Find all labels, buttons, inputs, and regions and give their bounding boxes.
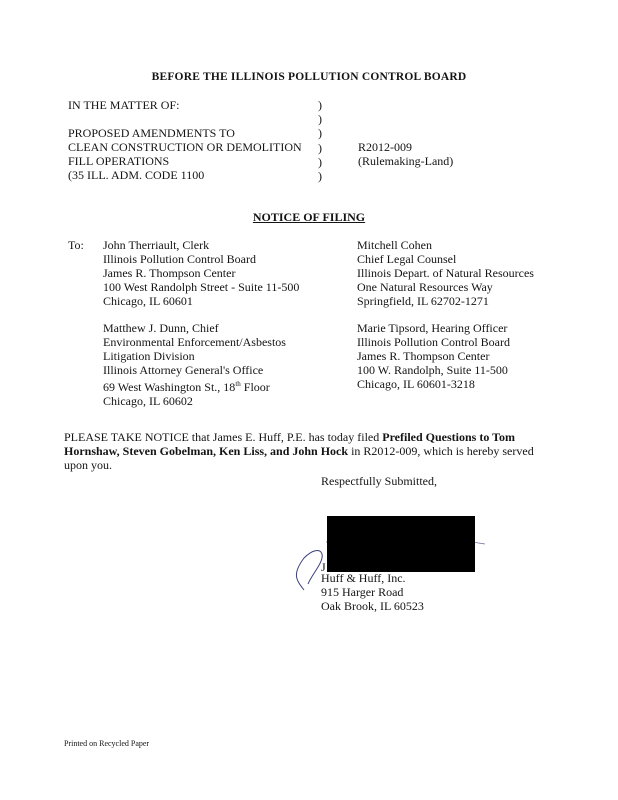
floor-street: 69 West Washington St., 18 [103, 380, 236, 394]
docket-number: R2012-009 [358, 140, 412, 154]
paren: ) [318, 140, 322, 155]
recipient-block-1 [103, 238, 299, 308]
notice-paragraph [64, 430, 544, 472]
recipient-line: Illinois Pollution Control Board [357, 335, 511, 349]
signature-initial: J [321, 560, 326, 574]
footer-note: Printed on Recycled Paper [64, 739, 150, 748]
recipient-line: John Therriault, Clerk [103, 238, 210, 252]
matter-line: CLEAN CONSTRUCTION OR DEMOLITION [68, 140, 302, 154]
recipient-line: Environmental Enforcement/Asbestos [103, 335, 286, 349]
redaction-block [327, 516, 475, 572]
notice-text-start: PLEASE TAKE NOTICE that James E. Huff, P.E. has today filed [64, 430, 383, 444]
signer-block [321, 571, 424, 613]
floor-suffix: th [235, 380, 241, 388]
recipient-block-4 [357, 321, 510, 391]
signer-line: 915 Harger Road [321, 585, 404, 599]
recipient-line: Chicago, IL 60601-3218 [357, 377, 475, 391]
matter-caption [68, 126, 302, 182]
recipient-line: Matthew J. Dunn, Chief [103, 321, 219, 335]
recipient-line: James R. Thompson Center [103, 266, 236, 280]
recipient-line: Chicago, IL 60601 [103, 294, 193, 308]
recipient-line: Springfield, IL 62702-1271 [357, 294, 489, 308]
recipient-line [103, 377, 286, 394]
recipient-block-2 [357, 238, 534, 308]
recipient-line: Illinois Depart. of Natural Resources [357, 266, 534, 280]
paren: ) [318, 98, 322, 112]
recipient-line: 100 W. Randolph, Suite 11-500 [357, 363, 508, 377]
closing-text: Respectfully Submitted, [321, 474, 437, 488]
notice-text-end: in R2012-009, which is hereby served upon you. [64, 444, 534, 472]
recipient-line: Marie Tipsord, Hearing Officer [357, 321, 508, 335]
recipient-line: Litigation Division [103, 349, 195, 363]
recipient-line: 100 West Randolph Street - Suite 11-500 [103, 280, 300, 294]
recipient-line: One Natural Resources Way [357, 280, 493, 294]
floor-word: Floor [240, 380, 270, 394]
caption-parens [318, 98, 322, 183]
recipient-line: Chief Legal Counsel [357, 252, 457, 266]
in-the-matter-label: IN THE MATTER OF: [68, 98, 180, 112]
paren: ) [318, 154, 322, 169]
recipient-line: Illinois Attorney General's Office [103, 363, 264, 377]
signature-stroke [296, 551, 322, 590]
recipient-line: James R. Thompson Center [357, 349, 490, 363]
recipient-block-3 [103, 321, 286, 408]
matter-line: (35 ILL. ADM. CODE 1100 [68, 168, 205, 182]
to-label: To: [68, 238, 84, 252]
recipient-line: Illinois Pollution Control Board [103, 252, 257, 266]
signer-line: Huff & Huff, Inc. [321, 571, 406, 585]
matter-line: FILL OPERATIONS [68, 154, 170, 168]
signer-line: Oak Brook, IL 60523 [321, 599, 424, 613]
recipient-line: Mitchell Cohen [357, 238, 432, 252]
paren: ) [318, 112, 322, 127]
recipient-line: Chicago, IL 60602 [103, 394, 193, 408]
paren: ) [318, 126, 322, 141]
notice-text-bold: Prefiled Questions to Tom Hornshaw, Steven Gobelman, Ken Liss, and John Hock [64, 430, 516, 458]
notice-heading: NOTICE OF FILING [252, 210, 366, 224]
document-title: BEFORE THE ILLINOIS POLLUTION CONTROL BOARD [151, 71, 467, 83]
docket-type: (Rulemaking-Land) [358, 154, 454, 168]
paren: ) [318, 169, 322, 184]
matter-line: PROPOSED AMENDMENTS TO [68, 126, 235, 140]
